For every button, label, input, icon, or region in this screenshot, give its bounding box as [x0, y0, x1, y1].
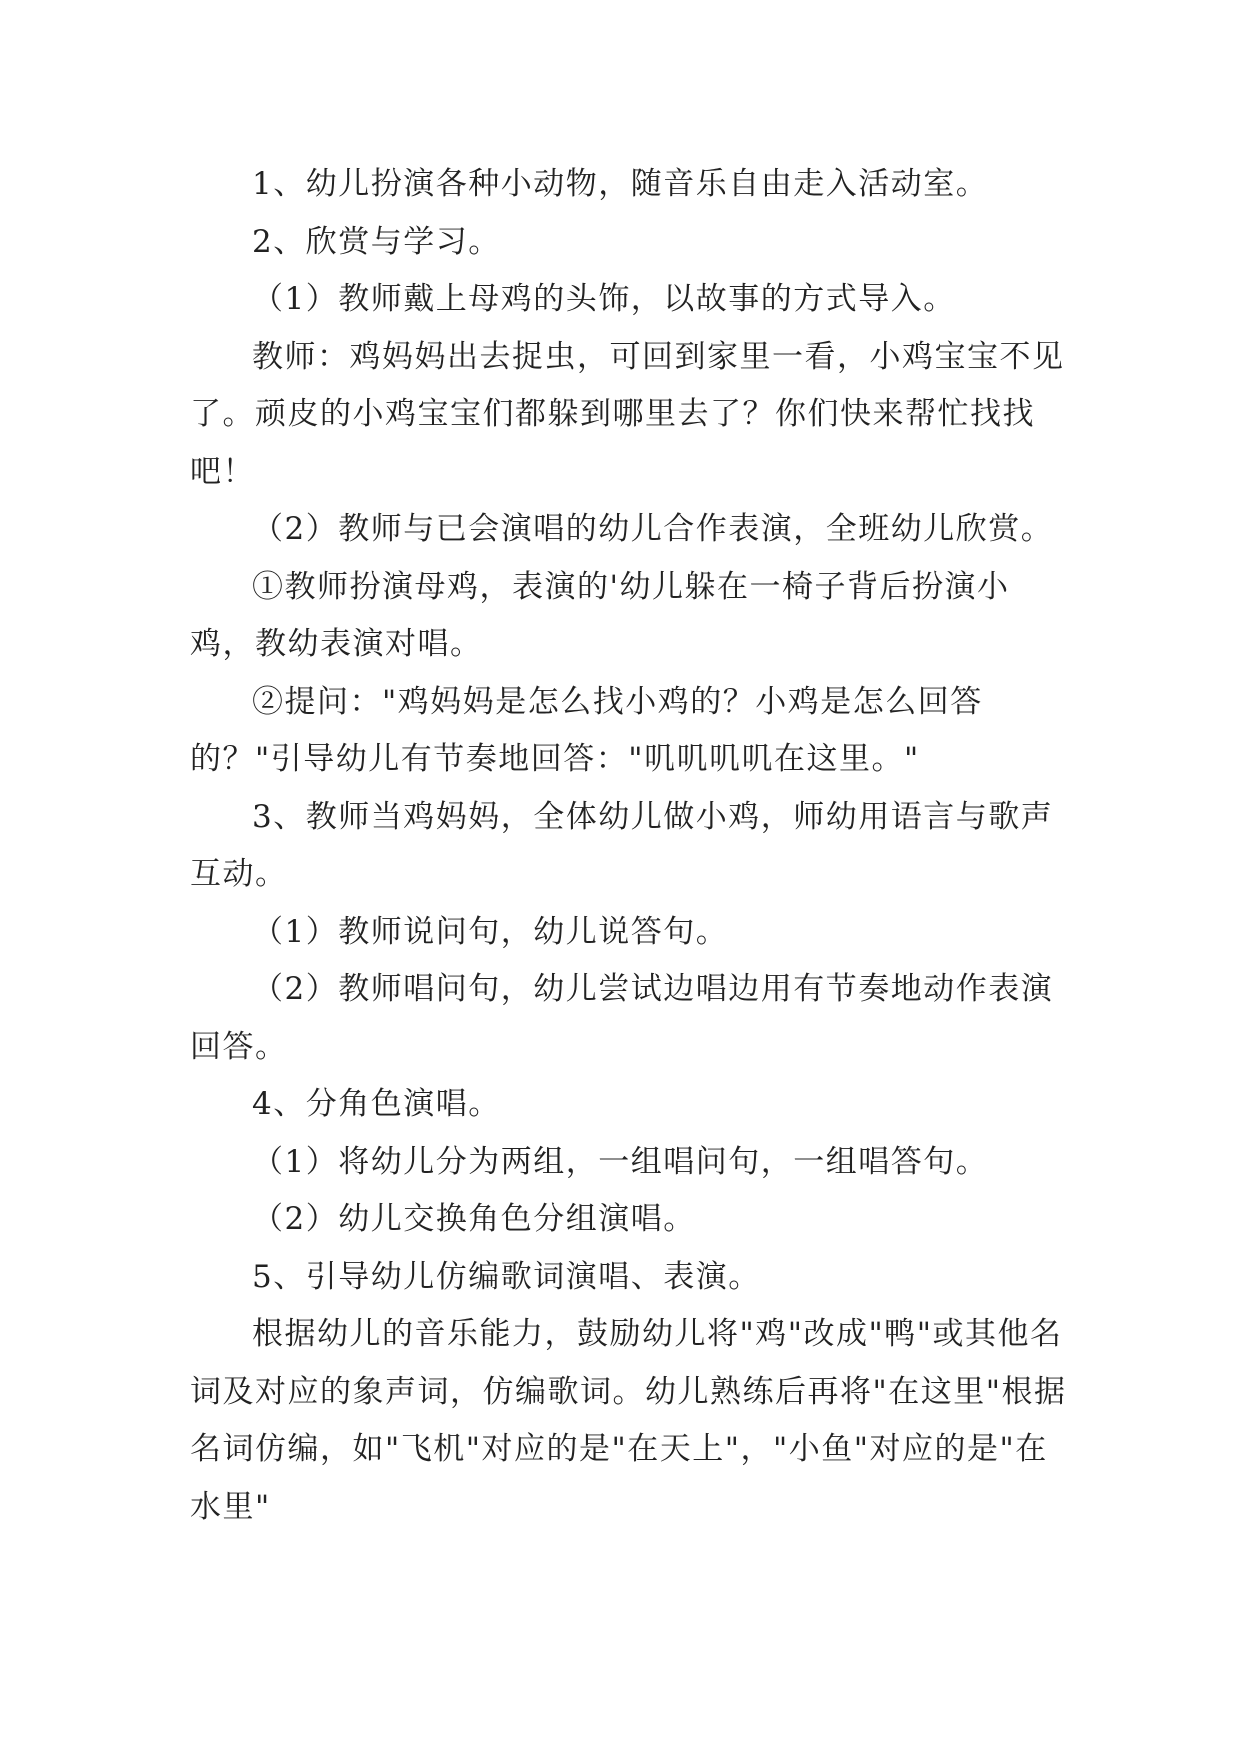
paragraph-step-2-2-b: ②提问："鸡妈妈是怎么找小鸡的？小鸡是怎么回答的？"引导幼儿有节奏地回答："叽叽叽叽在这里。" [190, 683, 983, 777]
paragraph-step-1: 1、幼儿扮演各种小动物，随音乐自由走入活动室。 [252, 166, 989, 202]
paragraph-teacher-dialogue: 教师：鸡妈妈出去捉虫，可回到家里一看，小鸡宝宝不见了。顽皮的小鸡宝宝们都躲到哪里去了？你们快来帮忙找找吧！ [190, 338, 1065, 490]
paragraph-step-3-1: （1）教师说问句，幼儿说答句。 [252, 913, 729, 950]
paragraph-step-4-1: （1）将幼儿分为两组，一组唱问句，一组唱答句。 [252, 1143, 989, 1180]
paragraph-step-2-2: （2）教师与已会演唱的幼儿合作表演，全班幼儿欣赏。 [252, 511, 1054, 547]
paragraph-step-5: 5、引导幼儿仿编歌词演唱、表演。 [252, 1258, 761, 1295]
paragraph-step-4: 4、分角色演唱。 [252, 1086, 501, 1122]
paragraph-step-4-2: （2）幼儿交换角色分组演唱。 [252, 1201, 696, 1237]
paragraph-step-3: 3、教师当鸡妈妈，全体幼儿做小鸡，师幼用语言与歌声互动。 [190, 798, 1054, 892]
paragraph-step-2-1: （1）教师戴上母鸡的头饰，以故事的方式导入。 [252, 281, 956, 317]
paragraph-step-5-detail: 根据幼儿的音乐能力，鼓励幼儿将"鸡"改成"鸭"或其他名词及对应的象声词，仿编歌词。幼儿熟练后再将"在这里"根据名词仿编，如"飞机"对应的是"在天上"，"小鱼"对应的是"在水里" [190, 1316, 1067, 1525]
document-body [190, 156, 1070, 1536]
paragraph-step-2-2-a: ①教师扮演母鸡，表演的'幼儿躲在一椅子背后扮演小鸡，教幼表演对唱。 [190, 568, 1010, 662]
paragraph-step-2: 2、欣赏与学习。 [252, 223, 501, 260]
paragraph-step-3-2: （2）教师唱问句，幼儿尝试边唱边用有节奏地动作表演回答。 [190, 971, 1054, 1065]
